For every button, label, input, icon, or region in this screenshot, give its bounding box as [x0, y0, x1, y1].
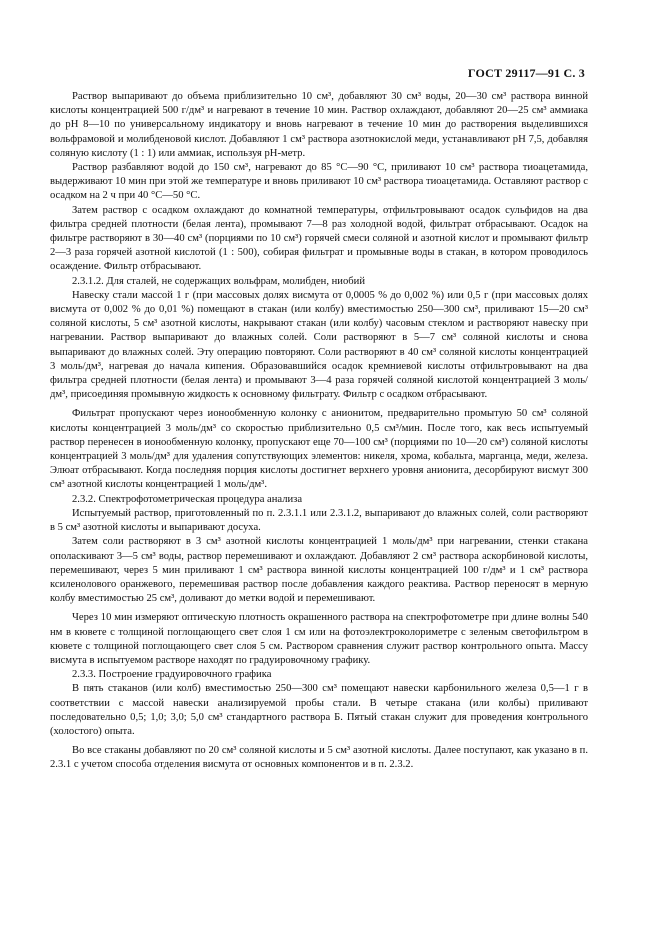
paragraph: Затем раствор с осадком охлаждают до комнатной температуры, отфильтровывают осадок сульфидов на два фильтра средней плотности (белая лента), промывают 7—8 раз холодной водой, фильтрат отбрасывают. Осадок на фильтре растворяют в 30—40 см³ (порциями по 10 см³) горячей смеси соляной и азотной кислот и промывают фильтр 2—3 раза горячей азотной кислотой (1 : 500), собирая фильтрат и промывные воды в стакан, в котором проводилось осаждение. Фильтр отбрасывают. [50, 204, 588, 273]
paragraph: Во все стаканы добавляют по 20 см³ соляной кислоты и 5 см³ азотной кислоты. Далее поступают, как указано в п. 2.3.1 с учетом способа отделения висмута от основных компонентов и в п. 2.3.2. [50, 745, 588, 771]
paragraph: Раствор выпаривают до объема приблизительно 10 см³, добавляют 30 см³ воды, 20—30 см³ раствора винной кислоты концентрацией 500 г/дм³ и нагревают в течение 10 мин. Раствор охлаждают, добавляют 20—25 см³ аммиака до pH 8—10 по универсальному индикатору и вновь нагревают в течение 10 мин до растворения выделившихся вольфрамовой и молибденовой кислот. Добавляют 1 см³ раствора азотнокислой меди, устанавливают pH 7,5, добавляя соляную кислоту (1 : 1) или аммиак, используя pH-метр. [50, 91, 588, 159]
section-heading: 2.3.3. Построение градуировочного графика [72, 669, 272, 681]
section-heading: 2.3.2. Спектрофотометрическая процедура анализа [72, 493, 303, 505]
paragraph: В пять стаканов (или колб) вместимостью 250—300 см³ помещают навески карбонильного железа 0,5—1 г в соответствии с массой навески анализируемой пробы стали. В четыре стакана (или колбы) приливают последовательно 0,5; 1,0; 3,0; 5,0 см³ стандартного раствора Б. Пятый стакан служит для проведения контрольного (холостого) опыта. [50, 683, 588, 737]
paragraph: Через 10 мин измеряют оптическую плотность окрашенного раствора на спектрофотометре при длине волны 540 нм в кювете с толщиной поглощающего свет слоя 1 см или на фотоэлектроколориметре с зеленым светофильтром в кювете с толщиной поглощающего свет слоя 5 см. Раствором сравнения служит раствор контрольного опыта. Массу висмута в испытуемом растворе находят по градуировочному графику. [50, 612, 588, 666]
paragraph: Навеску стали массой 1 г (при массовых долях висмута от 0,0005 % до 0,002 %) или 0,5 г (при массовых долях висмута от 0,002 % до 0,01 %) помещают в стакан (или колбу) вместимостью 250—300 см³, приливают 15—20 см³ соляной кислоты, 5 см³ азотной кислоты, накрывают стакан (или колбу) часовым стеклом и растворяют навеску при нагревании. Раствор выпаривают до влажных солей. Соли растворяют в 5—7 см³ соляной кислоты и снова выпаривают до влажных солей. Эту операцию повторяют. Соли растворяют в 40 см³ соляной кислоты концентрацией 3 моль/дм³, нагревая до начала кипения. Образовавшийся осадок кремниевой кислоты отфильтровывают на два фильтра средней плотности (белая лента) и промывают 3—4 раза горячей соляной кислотой концентрацией 3 моль/дм³, присоединяя промывную жидкость к основному фильтрату. Фильтр с осадком отбрасывают. [50, 289, 588, 401]
section-heading: 2.3.1.2. Для сталей, не содержащих вольфрам, молибден, ниобий [72, 275, 366, 287]
paragraph: Фильтрат пропускают через ионообменную колонку с анионитом, предварительно промытую 50 см³ соляной кислоты концентрацией 3 моль/дм³ со скоростью приблизительно 0,5 см³/мин. После того, как весь испытуемый раствор перенесен в ионообменную колонку, пропускают еще 70—100 см³ (порциями по 10—20 см³) соляной кислоты концентрацией 3 моль/дм³ для удаления сопутствующих элементов: никеля, хрома, кобальта, марганца, меди, железа. Элюат отбрасывают. Когда последняя порция кислоты достигнет верхнего уровня анионита, десорбируют висмут 300 см³ азотной кислоты концентрацией 1 моль/дм³. [50, 408, 588, 491]
paragraph: Раствор разбавляют водой до 150 см³, нагревают до 85 °С—90 °С, приливают 10 см³ раствора тиоацетамида, выдерживают 10 мин при этой же температуре и вновь приливают 10 см³ раствора тиоацетамида. Оставляют раствор с осадком на 2 ч при 40 °С—50 °С. [50, 162, 588, 202]
paragraph: Затем соли растворяют в 3 см³ азотной кислоты концентрацией 1 моль/дм³ при нагревании, стенки стакана ополаскивают 3—5 см³ воды, раствор перемешивают и охлаждают. Добавляют 2 см³ раствора аскорбиновой кислоты, перемешивают, через 5 мин приливают 1 см³ раствора винной кислоты концентрацией 100 г/дм³ и 1 см³ раствора ксиленолового оранжевого, перемешивая раствор после добавления каждого реактива. Раствор переносят в мерную колбу вместимостью 25 см³, доливают до метки водой и перемешивают. [50, 536, 588, 605]
paragraph: Испытуемый раствор, приготовленный по п. 2.3.1.1 или 2.3.1.2, выпаривают до влажных солей, соли растворяют в 5 см³ азотной кислоты и выпаривают досуха. [50, 507, 588, 534]
document-body [50, 90, 588, 773]
page-header: ГОСТ 29117—91 С. 3 [467, 66, 585, 80]
